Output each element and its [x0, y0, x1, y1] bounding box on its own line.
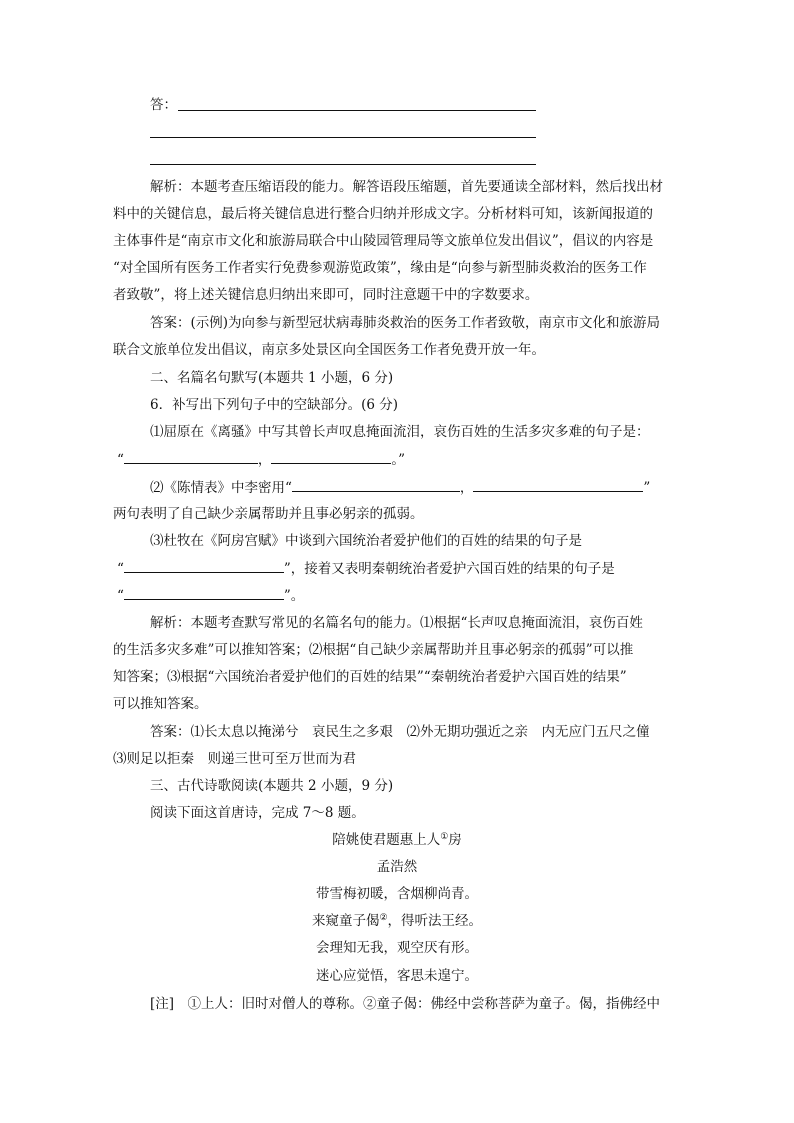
question6-part3-line: ⑶杜牧在《阿房宫赋》中谈到六国统治者爱护他们的百姓的结果的句子是 [150, 533, 582, 549]
poem-title: 陪姚使君题惠上人①房 [332, 832, 462, 848]
part2-prefix: ⑵《陈情表》中李密用“ [150, 480, 292, 496]
fill-blank-5[interactable] [124, 558, 284, 573]
end-quote: 。” [391, 452, 406, 468]
answer1-line-1: 答案：(示例)为向参与新型冠状病毒肺炎救治的医务工作者致敬，南京市文化和旅游局 [150, 315, 661, 331]
poem-line-1: 带雪梅初暖，含烟柳尚青。 [316, 886, 478, 902]
analysis2-line-4: 可以推知答案。 [113, 696, 208, 712]
answer-blank-line-1[interactable] [178, 110, 536, 111]
fill-blank-1[interactable] [124, 449, 258, 464]
analysis1-line-1: 解析：本题考查压缩语段的能力。解答语段压缩题，首先要通读全部材料，然后找出材 [150, 179, 663, 195]
answer1-line-2: 联合文旅单位发出倡议，南京多处景区向全国医务工作者免费开放一年。 [113, 342, 545, 358]
answer2-line-2: ⑶则足以拒秦 则递三世可至万世而为君 [113, 751, 356, 767]
fill-blank-3[interactable] [292, 477, 460, 492]
question6-part3-line-3 [117, 585, 304, 606]
analysis2-line-3: 知答案；⑶根据“六国统治者爱护他们的百姓的结果”“秦朝统治者爱护六国百姓的结果” [113, 669, 627, 685]
analysis2-line-2: 的生活多灾多难”可以推知答案；⑵根据“自己缺少亲属帮助并且事必躬亲的孤弱”可以推 [113, 642, 634, 658]
analysis1-line-5: 者致敬”，将上述关键信息归纳出来即可，同时注意题干中的字数要求。 [113, 287, 539, 303]
answer-blank-line-2[interactable] [150, 137, 536, 138]
answer-blank-line-3[interactable] [150, 164, 536, 165]
footnote-marker-2: ② [379, 913, 388, 923]
open-quote: “ [117, 452, 124, 468]
open-quote: “ [117, 588, 124, 604]
fill-blank-2[interactable] [271, 449, 391, 464]
question6-part1-blanks [117, 449, 405, 470]
poem-author: 孟浩然 [376, 859, 418, 875]
reading-intro: 阅读下面这首唐诗，完成 7～8 题。 [150, 805, 365, 821]
fill-blank-6[interactable] [124, 585, 284, 600]
poem-line-4: 迷心应觉悟，客思未遑宁。 [316, 968, 478, 984]
analysis1-line-3: 主体事件是“南京市文化和旅游局联合中山陵园管理局等文旅单位发出倡议”，倡议的内容是 [113, 233, 654, 249]
footnote: [注] ①上人：旧时对僧人的尊称。②童子偈：佛经中尝称菩萨为童子。偈，指佛经中 [150, 996, 661, 1012]
comma: ， [459, 480, 474, 496]
analysis1-line-4: “对全国所有医务工作者实行免费参观游览政策”，缘由是“向参与新型肺炎救治的医务工作 [113, 260, 647, 276]
analysis2-line-1: 解析：本题考查默写常见的名篇名句的能力。⑴根据“长声叹息掩面流泪，哀伤百姓 [150, 615, 643, 631]
question6-part3-line-2 [117, 558, 615, 579]
fill-blank-4[interactable] [473, 477, 643, 492]
answer2-line-1: 答案：⑴长太息以掩涕兮 哀民生之多艰 ⑵外无期功强近之亲 内无应门五尺之僮 [150, 724, 650, 740]
question6-part2-line [150, 477, 650, 498]
poem-line-2: 来窥童子偈②，得听法王经。 [311, 913, 483, 929]
question6-stem: 6．补写出下列句子中的空缺部分。(6 分) [150, 397, 399, 413]
end-quote: ”。 [283, 588, 305, 604]
section3-title: 三、古代诗歌阅读(本题共 2 小题，9 分) [150, 778, 394, 794]
footnote-marker-1: ① [440, 832, 449, 842]
open-quote: “ [117, 561, 124, 577]
close-quote: ” [643, 480, 651, 496]
part3-suffix: ”，接着又表明秦朝统治者爱护六国百姓的结果的句子是 [283, 561, 615, 577]
question6-part2-line-2: 两句表明了自己缺少亲属帮助并且事必躬亲的孤弱。 [113, 506, 424, 522]
analysis1-line-2: 料中的关键信息，最后将关键信息进行整合归纳并形成文字。分析材料可知，该新闻报道的 [113, 206, 653, 222]
poem-line-3: 会理知无我，观空厌有形。 [316, 940, 478, 956]
comma: ， [257, 452, 272, 468]
answer-label: 答： [150, 97, 177, 113]
section2-title: 二、名篇名句默写(本题共 1 小题，6 分) [150, 370, 394, 386]
question6-part1-line: ⑴屈原在《离骚》中写其曾长声叹息掩面流泪，哀伤百姓的生活多灾多难的句子是： [150, 424, 650, 440]
